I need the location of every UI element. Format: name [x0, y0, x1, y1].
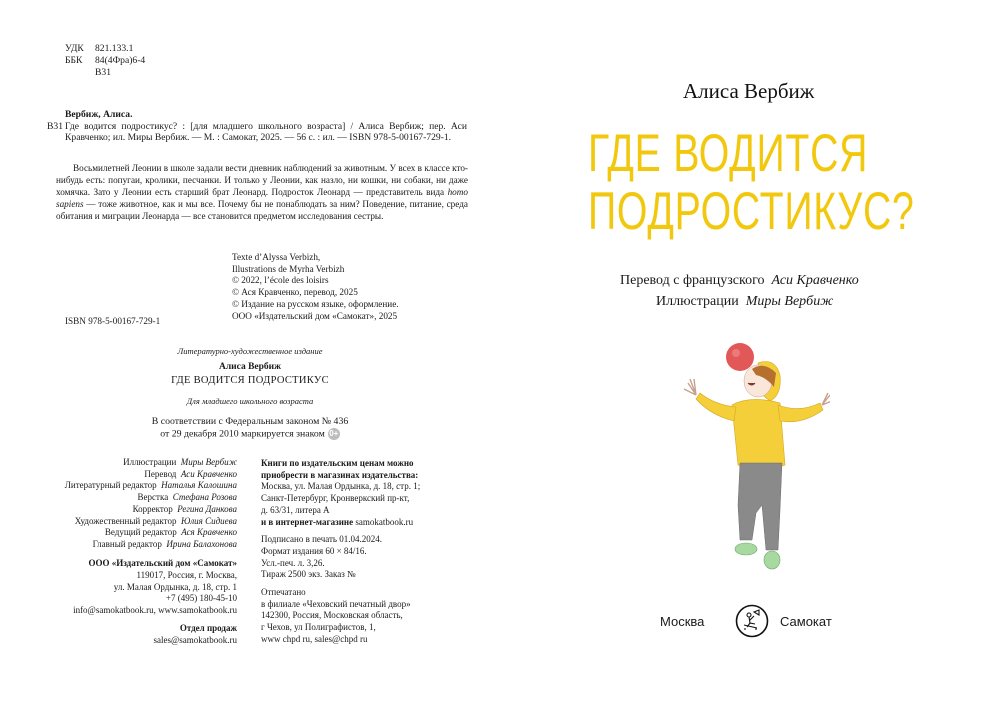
print-line: Тираж 2500 экз. Заказ № — [261, 569, 356, 580]
credit-row — [40, 527, 237, 539]
printer-line: 142300, Россия, Московская область, — [261, 610, 403, 621]
online-shop-site: samokatbook.ru — [353, 516, 414, 527]
credit-role: Верстка — [137, 492, 169, 503]
illustrator-line — [620, 291, 859, 312]
copyright-line: © Ася Кравченко, перевод, 2025 — [232, 287, 358, 298]
shops-info — [261, 458, 471, 646]
translator-line — [620, 270, 859, 291]
annotation-text: Восьмилетней Леонии в школе задали вести дневник наблюдений за животным. У всех в классе кто-нибудь есть: попугаи, кролики, песчанки. И только у Леонии, как назло, ни кошки, ни собаки, ни даже хомячка. Зато у Леонии есть старший брат Леонард. Подросток Леонард — представитель вида — [56, 163, 468, 198]
boy-illustration — [680, 335, 830, 585]
publisher-address: 119017, Россия, г. Москва, — [136, 569, 237, 580]
imprint-title: ГДЕ ВОДИТСЯ ПОДРОСТИКУС — [171, 375, 329, 386]
udk-label: УДК — [65, 43, 84, 54]
printer-line: Отпечатано — [261, 587, 306, 598]
bibliographic-record — [47, 109, 467, 144]
credit-row — [40, 539, 237, 551]
credit-role: Художественный редактор — [74, 515, 177, 526]
credit-role: Литературный редактор — [64, 480, 157, 491]
annotation-italic: homo sapiens — [56, 187, 468, 210]
copyright-block — [232, 252, 399, 322]
credit-name: Стефана Розова — [172, 492, 237, 503]
edition-type: Литературно-художественное издание — [177, 346, 323, 356]
translation-label: Перевод с французского — [620, 273, 765, 288]
credit-name: Наталья Калошина — [161, 480, 237, 491]
credit-row — [40, 516, 237, 528]
publication-city: Москва — [660, 614, 705, 629]
printer-line: г Чехов, ул Полиграфистов, 1, — [261, 622, 376, 633]
printer-info — [261, 587, 471, 646]
sales-title: Отдел продаж — [179, 622, 237, 633]
printer-line: в филиале «Чеховский печатный двор» — [261, 598, 411, 609]
annotation — [56, 162, 468, 222]
print-line: Формат издания 60 × 84/16. — [261, 545, 367, 556]
author-mark-label — [65, 67, 95, 79]
copyright-line: Texte d’Alyssa Verbizh, — [232, 252, 321, 262]
credit-name: Ирина Балахонова — [166, 538, 237, 549]
annotation-text-end: — тоже животное, как и мы все. Почему бы не понаблюдать за ним? Поведение, питание, среда обитания и миграции Леонарда — все становится предметом исследования сестры. — [56, 199, 468, 222]
classification-codes — [65, 43, 145, 79]
shops-heading: приобрести в магазинах издательства: — [261, 469, 419, 480]
credit-row — [40, 469, 237, 481]
publisher-name: ООО «Издательский дом «Самокат» — [88, 558, 237, 568]
udk-value: 821.133.1 — [95, 43, 134, 54]
credits-list — [40, 457, 237, 551]
print-info — [261, 534, 471, 581]
publisher-phone: +7 (495) 180-45-10 — [165, 593, 237, 604]
credit-name: Юлия Сидиева — [180, 515, 237, 526]
shop-address: Москва, ул. Малая Ордынка, д. 18, стр. 1; — [261, 481, 421, 492]
credit-role: Иллюстрации — [123, 457, 177, 467]
title-page — [500, 0, 1000, 714]
credit-name: Миры Вербиж — [180, 457, 237, 467]
title-line: ПОДРОСТИКУС? — [588, 182, 915, 241]
credit-name: Регина Данкова — [177, 503, 237, 514]
shop-address: д. 63/31, литера А — [261, 504, 330, 515]
publisher-name-footer: Самокат — [780, 614, 832, 629]
isbn: ISBN 978-5-00167-729-1 — [65, 316, 161, 326]
illustrations-label: Иллюстрации — [656, 294, 739, 309]
author-mark-value: В31 — [95, 67, 111, 78]
print-line: Подписано в печать 01.04.2024. — [261, 534, 383, 545]
print-line: Усл.-печ. л. 3,26. — [261, 557, 325, 568]
credit-role: Перевод — [144, 468, 177, 479]
bib-code: В31 — [47, 120, 63, 132]
online-shop — [261, 517, 471, 529]
law-line-2 — [120, 428, 380, 440]
age-rating-badge: 0+ — [329, 429, 339, 438]
copyright-line: © Издание на русском языке, оформление. — [232, 298, 399, 309]
publisher-info — [40, 558, 237, 647]
imprint-audience: Для младшего школьного возраста — [186, 396, 314, 406]
bib-author: Вербиж, Алиса. — [65, 109, 133, 120]
credit-name: Ася Кравченко — [181, 527, 237, 538]
publisher-web: info@samokatbook.ru, www.samokatbook.ru — [73, 605, 237, 616]
bbk-value: 84(4Фра)6-4 — [95, 55, 146, 66]
shop-address: Санкт-Петербург, Кронверкский пр-кт, — [261, 493, 410, 504]
publisher-address: ул. Малая Ордынка, д. 18, стр. 1 — [113, 581, 237, 592]
title-line: ГДЕ ВОДИТСЯ — [588, 124, 869, 183]
title-page-author: Алиса Вербиж — [683, 79, 815, 103]
samokat-logo-icon — [735, 604, 769, 638]
bbk-label: ББК — [65, 55, 83, 66]
bib-record-text: Где водится подростикус? : [для младшего школьного возраста] / Алиса Вербиж; пер. Аси Кравченко; ил. Миры Вербиж. — М. : Самокат, 2025. — 56 с. : ил. — ISBN 978-5-00167-729-1. — [65, 120, 467, 144]
law-line: В соответствии с Федеральным законом № 436 — [151, 416, 349, 427]
title-credits — [620, 270, 859, 312]
copyright-line: ООО «Издательский дом «Самокат», 2025 — [232, 310, 398, 321]
credit-row — [40, 492, 237, 504]
illustrator-name: Миры Вербиж — [745, 294, 834, 309]
copyright-line: Illustrations de Myrha Verbizh — [232, 263, 345, 274]
credit-row — [40, 457, 237, 469]
credit-role: Главный редактор — [92, 538, 162, 549]
translator-name: Аси Кравченко — [771, 273, 859, 288]
printer-line: www chpd ru, sales@chpd ru — [261, 633, 368, 644]
credit-role: Ведущий редактор — [104, 527, 177, 538]
credit-name: Аси Кравченко — [180, 468, 237, 479]
book-title — [588, 125, 915, 241]
shops-heading: Книги по издательским ценам можно — [261, 458, 414, 468]
imprint-author: Алиса Вербиж — [218, 362, 282, 372]
credit-row — [40, 480, 237, 492]
credit-row — [40, 504, 237, 516]
title-page-footer — [660, 606, 850, 636]
credit-role: Корректор — [132, 503, 173, 514]
copyright-line: © 2022, l’école des loisirs — [232, 275, 329, 286]
sales-email: sales@samokatbook.ru — [153, 634, 237, 645]
law-line-text: от 29 декабря 2010 маркируется знаком — [160, 428, 325, 440]
online-shop-label: и в интернет-магазине — [261, 516, 354, 527]
